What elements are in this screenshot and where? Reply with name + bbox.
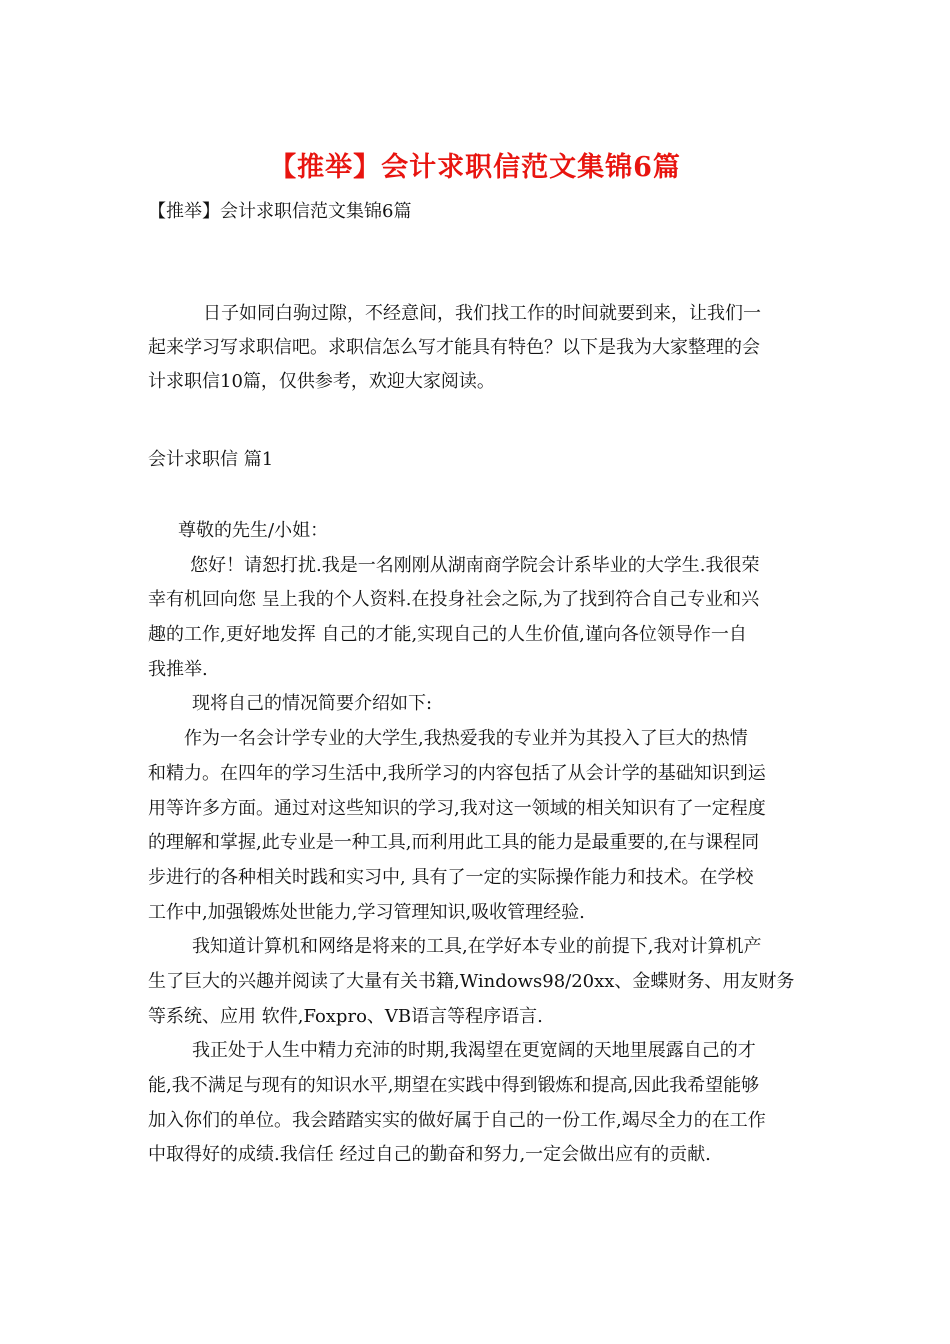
salutation: 尊敬的先生/小姐：: [178, 520, 329, 541]
letter-line: 趣的工作,更好地发挥 自己的才能,实现自己的人生价值,谨向各位领导作一自: [148, 624, 747, 646]
letter-line: 等系统、应用 软件,Foxpro、VB语言等程序语言.: [148, 1005, 543, 1027]
letter-line: 用等许多方面。通过对这些知识的学习,我对这一领域的相关知识有了一定程度: [148, 797, 766, 819]
intro-line: 计求职信10篇，仅供参考，欢迎大家阅读。: [148, 371, 495, 392]
letter-line: 我知道计算机和网络是将来的工具,在学好本专业的前提下,我对计算机产: [192, 936, 762, 958]
intro-paragraph: [148, 297, 808, 399]
letter-line: 现将自己的情况简要介绍如下:: [192, 693, 433, 715]
letter-line: 加入你们的单位。我会踏踏实实的做好属于自己的一份工作,竭尽全力的在工作: [148, 1109, 766, 1131]
letter-line: 作为一名会计学专业的大学生,我热爱我的专业并为其投入了巨大的热情: [184, 728, 748, 750]
letter-line: 的理解和掌握,此专业是一种工具,而利用此工具的能力是最重要的,在与课程同: [148, 832, 760, 854]
document-title: 【推举】会计求职信范文集锦6篇: [269, 152, 681, 183]
document-subtitle: 【推举】会计求职信范文集锦6篇: [148, 201, 412, 222]
letter-line: 能,我不满足与现有的知识水平,期望在实践中得到锻炼和提高,因此我希望能够: [148, 1075, 760, 1096]
letter-body: [148, 514, 813, 1173]
intro-line: 起来学习写求职信吧。求职信怎么写才能具有特色？以下是我为大家整理的会: [148, 337, 760, 358]
letter-line: 我正处于人生中精力充沛的时期,我渴望在更宽阔的天地里展露自己的才: [192, 1040, 756, 1062]
letter-line: 我推举.: [148, 658, 208, 680]
letter-line: 中取得好的成绩.我信任 经过自己的勤奋和努力,一定会做出应有的贡献.: [148, 1144, 711, 1166]
section-heading: 会计求职信 篇1: [148, 449, 274, 470]
letter-line: 和精力。在四年的学习生活中,我所学习的内容包括了从会计学的基础知识到运: [148, 762, 766, 784]
letter-line: 步进行的各种相关时践和实习中, 具有了一定的实际操作能力和技术。在学校: [148, 866, 754, 888]
letter-line: 工作中,加强锻炼处世能力,学习管理知识,吸收管理经验.: [148, 901, 585, 923]
letter-line: 生了巨大的兴趣并阅读了大量有关书籍,Windows98/20xx、金蝶财务、用友财务: [148, 970, 795, 992]
letter-line: 您好！请恕打扰.我是一名刚刚从湖南商学院会计系毕业的大学生.我很荣: [190, 554, 760, 576]
letter-line: 幸有机回向您 呈上我的个人资料.在投身社会之际,为了找到符合自己专业和兴: [148, 589, 760, 611]
intro-line: 日子如同白驹过隙，不经意间，我们找工作的时间就要到来，让我们一: [203, 303, 761, 324]
